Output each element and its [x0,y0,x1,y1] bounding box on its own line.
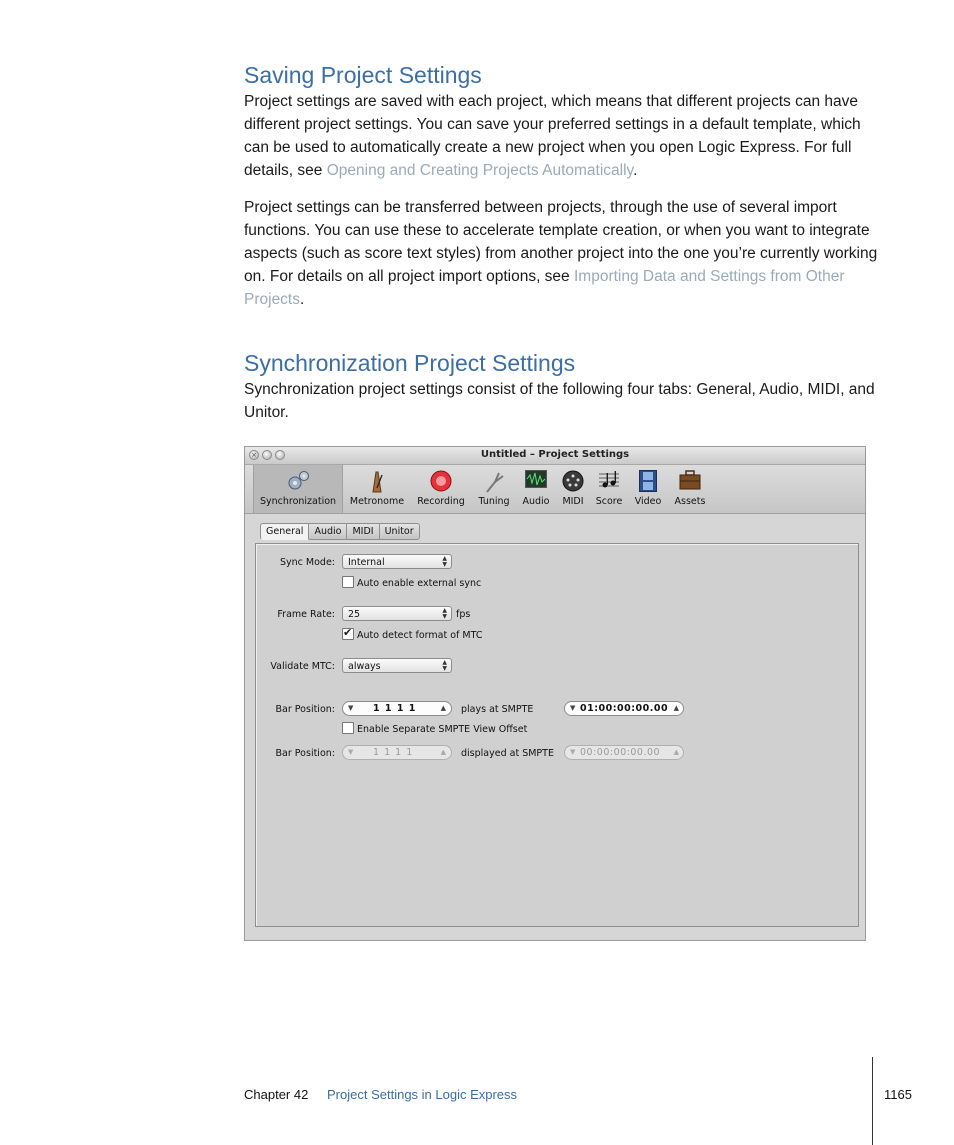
paragraph-end: . [633,162,638,179]
toolbar-label: Synchronization [259,496,337,507]
window-title: Untitled – Project Settings [480,449,630,460]
toolbar-metronome[interactable] [346,465,408,513]
checkbox-label: Enable Separate SMPTE View Offset [357,724,528,735]
smpte-field[interactable] [564,701,684,716]
window-titlebar [245,447,865,465]
close-button[interactable]: × [249,450,259,460]
toolbar-label: Tuning [478,496,510,507]
general-settings-panel [255,543,859,927]
settings-toolbar [245,465,865,514]
plays-at-smpte-label: plays at SMPTE [461,704,534,715]
up-down-arrows-icon: ▲ ▼ [442,659,447,672]
toolbar-assets[interactable] [669,465,711,513]
gears-icon [286,470,310,492]
checkbox-box[interactable] [342,628,354,640]
toolbar-tuning[interactable] [473,465,515,513]
record-icon [430,470,452,492]
toolbar-audio[interactable] [517,465,555,513]
increment-arrow-icon[interactable]: ▲ [673,748,679,756]
toolbar-midi[interactable] [557,465,589,513]
tab-audio[interactable]: Audio [309,523,347,540]
toolbar-recording[interactable] [411,465,471,513]
smpte-2-value: 00:00:00:00.00 [580,747,661,758]
smpte-value: 01:00:00:00.00 [580,703,669,714]
settings-tabs [260,523,420,540]
validate-mtc-value: always [348,661,381,672]
enable-smpte-offset-checkbox[interactable] [342,722,527,735]
frame-rate-label: Frame Rate: [277,609,335,620]
decrement-arrow-icon[interactable]: ▼ [348,704,354,712]
frame-rate-value: 25 [348,609,361,620]
smpte-2-field[interactable] [564,745,684,760]
toolbar-label: Score [595,496,623,507]
sync-mode-popup[interactable] [342,554,452,569]
checkbox-box[interactable] [342,576,354,588]
bar-position-field[interactable] [342,701,452,716]
paragraph-text: Project settings can be transferred between projects, through the use of several import functions. You can use these to accelerate template creation, or when you want to integrate aspects (such as score text styles) from another project into the one you’re currently working on. For details on all project import options, see [244,199,878,285]
decrement-arrow-icon[interactable]: ▼ [348,748,354,756]
checkbox-box[interactable] [342,722,354,734]
decrement-arrow-icon[interactable]: ▼ [570,748,576,756]
music-notes-icon [598,470,620,490]
briefcase-icon [679,470,701,490]
auto-detect-mtc-checkbox[interactable] [342,628,482,641]
toolbar-label: MIDI [562,496,584,507]
increment-arrow-icon[interactable]: ▲ [440,748,446,756]
bar-position-2-field[interactable] [342,745,452,760]
paragraph-saving-1 [244,90,884,182]
project-settings-window [244,446,866,941]
up-down-arrows-icon: ▲ ▼ [442,555,447,568]
toolbar-label: Audio [522,496,550,507]
link-opening-creating[interactable]: Opening and Creating Projects Automatically [326,162,634,179]
toolbar-label: Video [634,496,662,507]
film-strip-icon [639,470,657,492]
section-heading-saving: Saving Project Settings [244,62,482,88]
footer-chapter: Chapter 42 [244,1087,309,1102]
tab-unitor[interactable]: Unitor [380,523,420,540]
sync-mode-value: Internal [348,557,385,568]
tab-midi[interactable]: MIDI [347,523,379,540]
footer-divider [872,1057,873,1145]
sync-mode-label: Sync Mode: [279,557,335,568]
up-down-arrows-icon: ▲ ▼ [442,607,447,620]
increment-arrow-icon[interactable]: ▲ [440,704,446,712]
paragraph-text: Project settings are saved with each project, which means that different projects can have different project settings. You can save your preferred settings in a default template, which can be used to automatically create a new project when you open Logic Express. For full details, see [244,93,861,179]
validate-mtc-popup[interactable] [342,658,452,673]
metronome-icon [367,470,387,494]
bar-position-value: 1 1 1 1 [373,703,417,714]
toolbar-label: Metronome [349,496,405,507]
frame-rate-popup[interactable] [342,606,452,621]
validate-mtc-label: Validate MTC: [270,661,335,672]
audio-waveform-icon [525,470,547,488]
checkbox-label: Auto detect format of MTC [357,630,483,641]
bar-position-2-value: 1 1 1 1 [373,747,414,758]
toolbar-video[interactable] [629,465,667,513]
bar-position-2-label: Bar Position: [275,748,335,759]
paragraph-end: . [300,291,305,308]
link-importing-data[interactable]: Importing Data and Settings from Other Projects [244,268,845,308]
increment-arrow-icon[interactable]: ▲ [673,704,679,712]
page-number: 1165 [884,1087,912,1102]
checkbox-label: Auto enable external sync [357,578,482,589]
toolbar-synchronization[interactable] [253,465,343,513]
toolbar-score[interactable] [591,465,627,513]
tab-general[interactable]: General [260,523,309,540]
footer-chapter-title[interactable]: Project Settings in Logic Express [327,1087,518,1102]
paragraph-saving-2 [244,196,884,311]
fps-label: fps [456,609,471,620]
decrement-arrow-icon[interactable]: ▼ [570,704,576,712]
tuning-fork-icon [483,470,505,494]
toolbar-label: Recording [417,496,465,507]
bar-position-label: Bar Position: [275,704,335,715]
section-heading-sync: Synchronization Project Settings [244,350,576,376]
midi-port-icon [562,470,584,492]
paragraph-sync-1: Synchronization project settings consist of the following four tabs: General, Audio, MIDI, and Unitor. [244,381,875,421]
auto-enable-sync-checkbox[interactable] [342,576,481,589]
toolbar-label: Assets [674,496,706,507]
displayed-at-smpte-label: displayed at SMPTE [461,748,554,759]
